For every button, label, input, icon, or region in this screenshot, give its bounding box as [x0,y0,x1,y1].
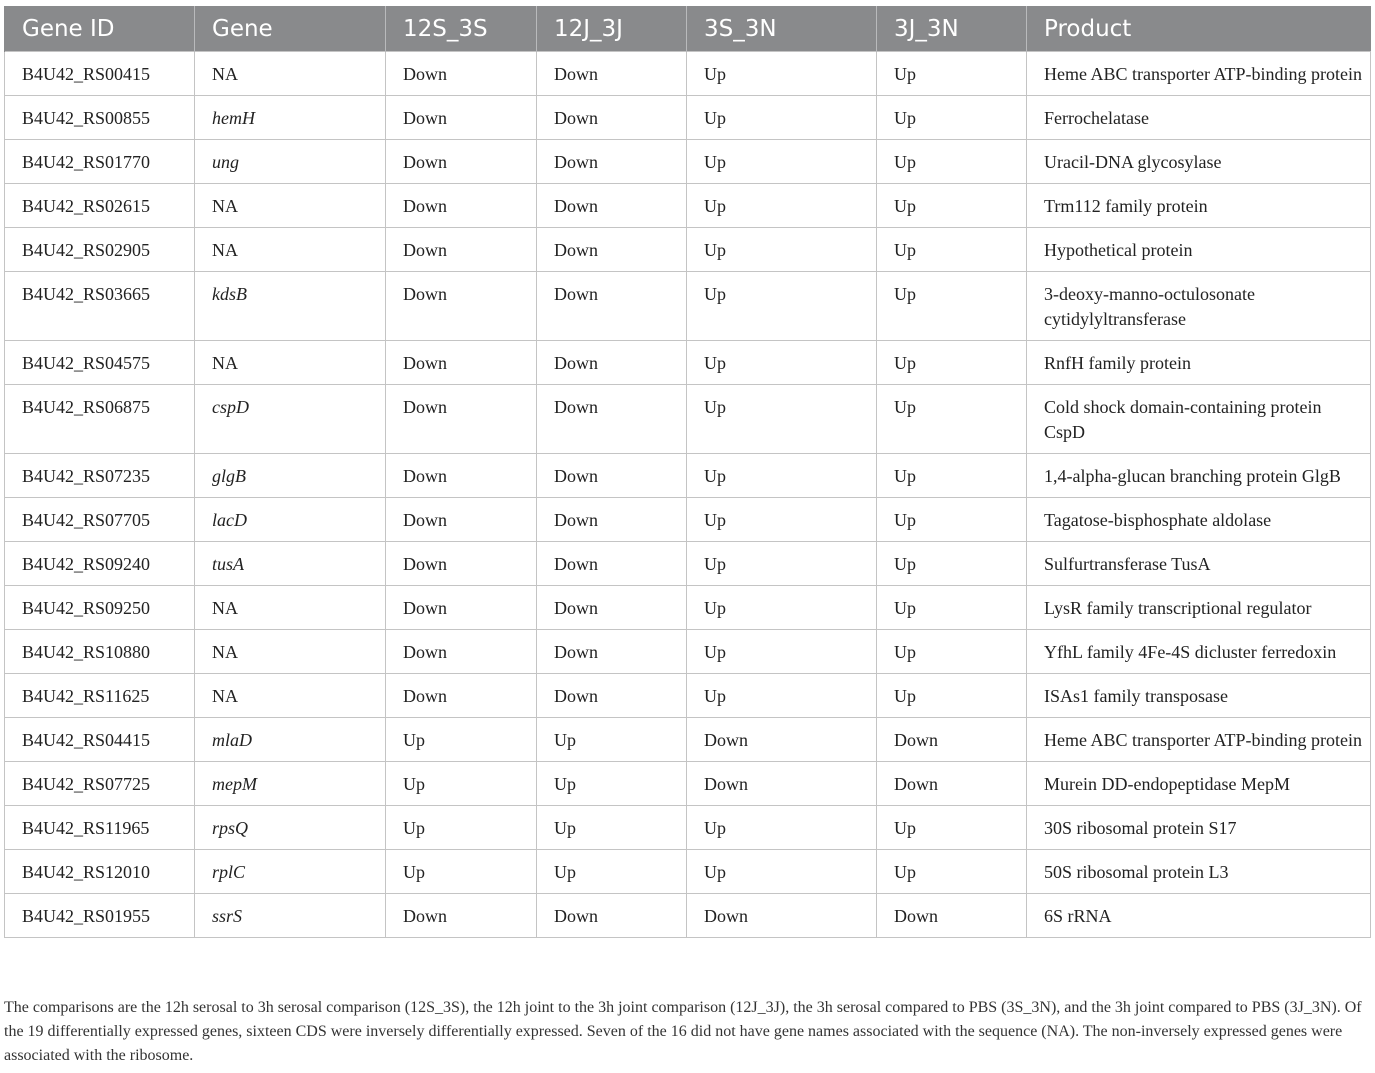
table-row [5,674,1371,718]
cell-3j-3n: Up [877,806,1027,850]
cell-3j-3n: Up [877,341,1027,385]
cell-3s-3n: Up [687,630,877,674]
cell-12s-3s: Down [386,385,537,454]
cell-12s-3s: Up [386,762,537,806]
cell-gene-id: B4U42_RS04575 [5,341,195,385]
cell-gene-id: B4U42_RS04415 [5,718,195,762]
table-row [5,586,1371,630]
cell-3s-3n: Up [687,542,877,586]
cell-gene: glgB [195,454,386,498]
cell-12j-3j: Down [537,385,687,454]
cell-gene: NA [195,630,386,674]
cell-gene-id: B4U42_RS02615 [5,184,195,228]
cell-3s-3n: Up [687,806,877,850]
cell-product: YfhL family 4Fe-4S dicluster ferredoxin [1027,630,1371,674]
cell-gene: kdsB [195,272,386,341]
table-body [5,52,1371,938]
cell-product: Heme ABC transporter ATP-binding protein [1027,52,1371,96]
table-row [5,498,1371,542]
cell-gene: NA [195,184,386,228]
cell-12s-3s: Down [386,542,537,586]
table-row [5,542,1371,586]
cell-12j-3j: Up [537,850,687,894]
cell-12s-3s: Down [386,498,537,542]
cell-gene: rpsQ [195,806,386,850]
cell-gene: NA [195,674,386,718]
cell-product: Ferrochelatase [1027,96,1371,140]
table-row [5,228,1371,272]
cell-3j-3n: Up [877,454,1027,498]
table-row [5,341,1371,385]
table-footnote: The comparisons are the 12h serosal to 3h serosal comparison (12S_3S), the 12h joint to the 3h joint comparison (12J_3J), the 3h serosal compared to PBS (3S_3N), and the 3h joint compared to PBS (3J_3N). Of the 19 differentially expressed genes, sixteen CDS were inversely differentially expressed. Seven of the 16 did not have gene names associated with the sequence (NA). The non-inversely expressed genes were associated with the ribosome. [4,999,1362,1064]
table-row [5,630,1371,674]
cell-gene-id: B4U42_RS11625 [5,674,195,718]
cell-12s-3s: Down [386,630,537,674]
cell-3j-3n: Up [877,52,1027,96]
cell-12j-3j: Down [537,542,687,586]
cell-3s-3n: Down [687,762,877,806]
cell-12s-3s: Down [386,52,537,96]
cell-12j-3j: Up [537,718,687,762]
cell-12j-3j: Down [537,272,687,341]
cell-gene-id: B4U42_RS10880 [5,630,195,674]
cell-product: 6S rRNA [1027,894,1371,938]
cell-12j-3j: Up [537,762,687,806]
cell-gene: hemH [195,96,386,140]
cell-12j-3j: Down [537,52,687,96]
cell-3s-3n: Up [687,385,877,454]
cell-product: LysR family transcriptional regulator [1027,586,1371,630]
cell-3s-3n: Up [687,140,877,184]
cell-3j-3n: Up [877,140,1027,184]
cell-gene-id: B4U42_RS00855 [5,96,195,140]
cell-product: 3-deoxy-manno-octulosonate cytidylyltransferase [1027,272,1371,341]
cell-12j-3j: Down [537,454,687,498]
cell-gene-id: B4U42_RS12010 [5,850,195,894]
cell-gene: lacD [195,498,386,542]
cell-product: Tagatose-bisphosphate aldolase [1027,498,1371,542]
cell-gene-id: B4U42_RS07705 [5,498,195,542]
cell-gene: NA [195,228,386,272]
header-gene-id: Gene ID [5,6,195,52]
cell-12s-3s: Down [386,674,537,718]
cell-3s-3n: Up [687,228,877,272]
table-row [5,894,1371,938]
cell-12s-3s: Down [386,184,537,228]
cell-12s-3s: Down [386,228,537,272]
cell-3s-3n: Up [687,498,877,542]
cell-12s-3s: Down [386,140,537,184]
cell-3s-3n: Up [687,184,877,228]
table-row [5,184,1371,228]
cell-gene-id: B4U42_RS01955 [5,894,195,938]
cell-3s-3n: Up [687,674,877,718]
cell-12s-3s: Up [386,718,537,762]
cell-3s-3n: Up [687,341,877,385]
cell-3j-3n: Up [877,498,1027,542]
cell-gene: cspD [195,385,386,454]
cell-gene: mepM [195,762,386,806]
cell-3j-3n: Up [877,184,1027,228]
cell-12j-3j: Up [537,806,687,850]
cell-product: Murein DD-endopeptidase MepM [1027,762,1371,806]
cell-product: Trm112 family protein [1027,184,1371,228]
cell-3j-3n: Down [877,762,1027,806]
table-row [5,762,1371,806]
cell-3s-3n: Up [687,272,877,341]
cell-3j-3n: Up [877,96,1027,140]
cell-gene: ung [195,140,386,184]
cell-product: ISAs1 family transposase [1027,674,1371,718]
table-row [5,718,1371,762]
cell-product: 30S ribosomal protein S17 [1027,806,1371,850]
cell-gene-id: B4U42_RS00415 [5,52,195,96]
cell-12s-3s: Up [386,806,537,850]
table-row [5,385,1371,454]
cell-12j-3j: Down [537,96,687,140]
cell-gene-id: B4U42_RS02905 [5,228,195,272]
cell-gene: rplC [195,850,386,894]
cell-12j-3j: Down [537,498,687,542]
header-3s-3n: 3S_3N [687,6,877,52]
cell-gene: mlaD [195,718,386,762]
cell-3j-3n: Up [877,542,1027,586]
cell-3j-3n: Up [877,674,1027,718]
cell-12j-3j: Down [537,184,687,228]
header-12j-3j: 12J_3J [537,6,687,52]
cell-12s-3s: Down [386,894,537,938]
cell-product: Hypothetical protein [1027,228,1371,272]
cell-gene: NA [195,341,386,385]
table-row [5,140,1371,184]
cell-gene-id: B4U42_RS11965 [5,806,195,850]
cell-product: Sulfurtransferase TusA [1027,542,1371,586]
cell-3s-3n: Up [687,52,877,96]
cell-product: RnfH family protein [1027,341,1371,385]
table-row [5,454,1371,498]
cell-3s-3n: Up [687,454,877,498]
cell-12j-3j: Down [537,630,687,674]
cell-product: 50S ribosomal protein L3 [1027,850,1371,894]
table-row [5,850,1371,894]
gene-table-container [4,6,1370,938]
cell-12s-3s: Down [386,586,537,630]
table-row [5,96,1371,140]
cell-3j-3n: Down [877,718,1027,762]
cell-gene-id: B4U42_RS03665 [5,272,195,341]
cell-gene: tusA [195,542,386,586]
table-header-row [5,6,1371,52]
cell-gene-id: B4U42_RS07235 [5,454,195,498]
table-row [5,52,1371,96]
header-3j-3n: 3J_3N [877,6,1027,52]
cell-product: Uracil-DNA glycosylase [1027,140,1371,184]
cell-12j-3j: Down [537,586,687,630]
cell-gene: ssrS [195,894,386,938]
cell-3j-3n: Down [877,894,1027,938]
cell-12j-3j: Down [537,894,687,938]
cell-3s-3n: Up [687,96,877,140]
cell-product: Heme ABC transporter ATP-binding protein [1027,718,1371,762]
cell-3j-3n: Up [877,385,1027,454]
cell-12s-3s: Down [386,272,537,341]
cell-3j-3n: Up [877,850,1027,894]
cell-12j-3j: Down [537,140,687,184]
cell-gene-id: B4U42_RS07725 [5,762,195,806]
cell-gene-id: B4U42_RS06875 [5,385,195,454]
cell-gene: NA [195,52,386,96]
cell-12j-3j: Down [537,674,687,718]
cell-3s-3n: Down [687,894,877,938]
cell-gene-id: B4U42_RS01770 [5,140,195,184]
table-row [5,272,1371,341]
cell-12s-3s: Down [386,96,537,140]
cell-3s-3n: Up [687,850,877,894]
cell-gene-id: B4U42_RS09240 [5,542,195,586]
cell-product: Cold shock domain-containing protein CspD [1027,385,1371,454]
header-gene: Gene [195,6,386,52]
cell-3j-3n: Up [877,272,1027,341]
cell-gene: NA [195,586,386,630]
cell-12j-3j: Down [537,341,687,385]
header-12s-3s: 12S_3S [386,6,537,52]
cell-3j-3n: Up [877,630,1027,674]
cell-3s-3n: Down [687,718,877,762]
cell-gene-id: B4U42_RS09250 [5,586,195,630]
cell-3j-3n: Up [877,228,1027,272]
table-row [5,806,1371,850]
header-product: Product [1027,6,1371,52]
cell-product: 1,4-alpha-glucan branching protein GlgB [1027,454,1371,498]
cell-12j-3j: Down [537,228,687,272]
cell-3j-3n: Up [877,586,1027,630]
cell-12s-3s: Up [386,850,537,894]
cell-12s-3s: Down [386,341,537,385]
cell-3s-3n: Up [687,586,877,630]
gene-table [4,6,1371,938]
cell-12s-3s: Down [386,454,537,498]
